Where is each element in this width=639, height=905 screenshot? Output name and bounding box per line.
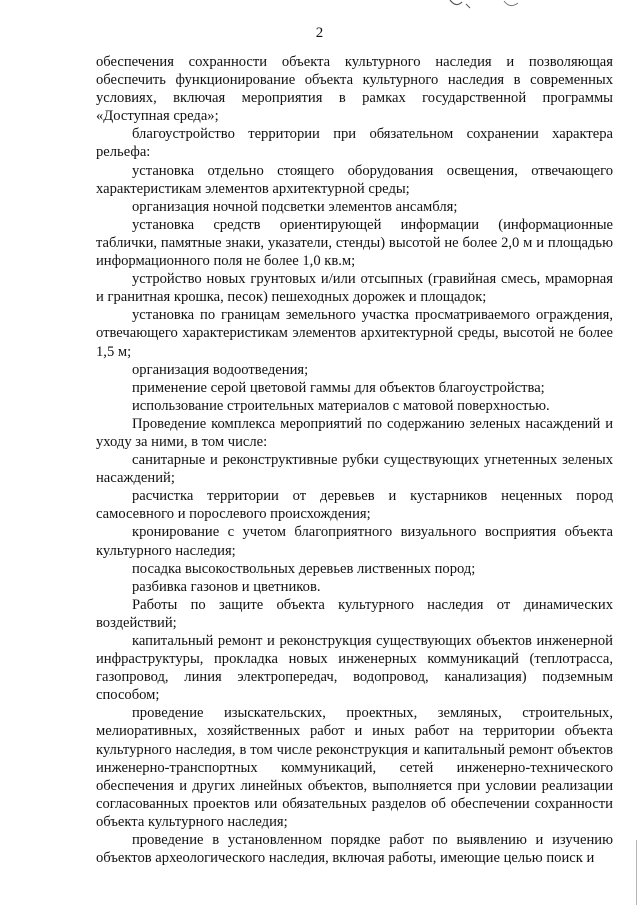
- paragraph: капитальный ремонт и реконструкция существующих объектов инженерной инфраструктуры, прокладка новых инженерных коммуникаций (теплотрасса, газопровод, линия электропередач, водопровод, канализация) подземным способом;: [96, 633, 613, 704]
- document-body: [96, 53, 613, 867]
- paragraph: санитарные и реконструктивные рубки существующих угнетенных зеленых насаждений;: [96, 452, 613, 487]
- paragraph: благоустройство территории при обязательном сохранении характера рельефа:: [96, 126, 613, 161]
- paragraph: обеспечения сохранности объекта культурного наследия и позволяющая обеспечить функционирование объекта культурного наследия в современных условиях, включая мероприятия в рамках государственной программы «Доступная среда»;: [96, 54, 613, 125]
- paragraph: применение серой цветовой гаммы для объектов благоустройства;: [132, 379, 545, 396]
- paragraph: установка средств ориентирующей информации (информационные таблички, памятные знаки, указатели, стенды) высотой не более 2,0 м и площадью информационного поля не более 1,0 кв.м;: [96, 216, 613, 270]
- paragraph: кронирование с учетом благоприятного визуального восприятия объекта культурного наследия;: [96, 524, 613, 559]
- paragraph: разбивка газонов и цветников.: [132, 578, 321, 595]
- paragraph: установка отдельно стоящего оборудования освещения, отвечающего характеристикам элементов архитектурной среды;: [96, 162, 613, 197]
- paragraph: устройство новых грунтовых и/или отсыпных (гравийная смесь, мраморная и гранитная крошка, песок) пешеходных дорожек и площадок;: [96, 271, 613, 306]
- paragraph: установка по границам земельного участка просматриваемого ограждения, отвечающего характеристикам элементов архитектурной среды, высотой не более 1,5 м;: [96, 307, 613, 360]
- paragraph: Проведение комплекса мероприятий по содержанию зеленых насаждений и уходу за ними, в том числе:: [96, 415, 613, 450]
- paragraph: Работы по защите объекта культурного наследия от динамических воздействий;: [96, 596, 613, 631]
- paragraph: организация водоотведения;: [132, 361, 309, 378]
- paragraph: расчистка территории от деревьев и кустарников неценных пород самосевного и порослевого происхождения;: [96, 488, 613, 523]
- page-number: 2: [315, 25, 324, 41]
- scan-artifact-mark: [448, 0, 528, 10]
- paragraph: использование строительных материалов с матовой поверхностью.: [132, 397, 550, 414]
- paragraph: проведение изыскательских, проектных, земляных, строительных, мелиоративных, хозяйственных работ и иных работ на территории объекта культурного наследия, в том числе реконструкция и капитальный ремонт объектов инженерно-транспортных коммуникаций, сетей инженерно-технического обеспечения и других линейных объектов, выполняется при условии реализации согласованных проектов или обязательных разделов об обеспечении сохранности объекта культурного наследия;: [96, 705, 613, 830]
- paragraph: посадка высокоствольных деревьев лиственных пород;: [132, 560, 476, 577]
- paragraph: организация ночной подсветки элементов ансамбля;: [132, 198, 458, 215]
- paragraph: проведение в установленном порядке работ по выявлению и изучению объектов археологического наследия, включая работы, имеющие целью поиск и: [96, 832, 613, 867]
- scan-edge-line: [636, 840, 637, 905]
